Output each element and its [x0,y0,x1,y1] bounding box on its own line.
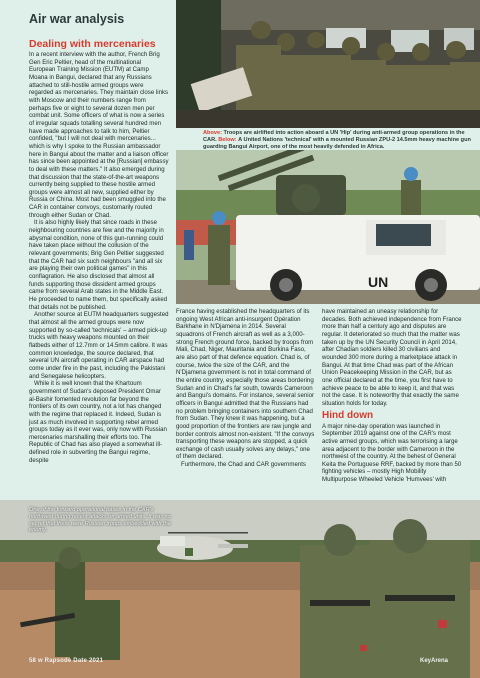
un-technical-image [176,150,480,304]
caption-text-below: A United Nations 'technical' with a mounted Russian ZPU-2 14.5mm heavy machine gun guarding Bangui Airport, one of the most heavily defended in Africa. [203,137,471,150]
paragraph: In a recent interview with the author, French Brig Gen Eric Peltier, head of the multinational European Training Mission (EUTM) at Camp Moana in Bangui, declared that any Russians attached to still-hostile armed groups were regarded as mercenaries. They maintain close links with Moscow and their numbers range from perhaps five or eight to several dozen men per combat unit. Some officers of what is now a series of irregular squads totalling several hundred men have made approaches to talk to him, Peltier confided, "but I will not deal with mercenaries... which is why I spoke to the Russian ambassador here in Bangui about the matter and a liaison officer has since been appointed at the [Russian] embassy to deal with these matters." It also emerged during that discussion that the state-of-the-art weapons currently being supplied to these hostile armed groups were almost all new, supplied either by Russia or China. Most had been smuggled into the CAR in container convoys, customarily routed through either Sudan or Chad. [29,51,169,219]
section-header: Air war analysis [29,12,125,26]
paragraph: France having established the headquarters of its ongoing West African anti-insurgent Opération Barkhane in N'Djamena in 2014. Several squadrons of French aircraft as well as a 3,000-strong French ground force, backed by troops from Mali, Chad, Niger, Mauritania and Burkina Faso, are also part of that defence equation. Chad is, of course, twice the size of the CAR, and the N'Djamena government is not in total command of the entire country, especially those areas bordering Sudan and in Chad's far south, towards Cameroon and Bangui's domains. For instance, several senior officers in Bangui admitted that the Russians had no problem bringing containers into southern Chad from Sudan. They knew it was happening, but a good proportion of the frontiers are raw jungle and border controls almost non-existent. "If the convoys transporting these weapons are stopped, a quick exchange of cash usually solves any delays," one of them declared. [176,308,315,461]
middle-text-column [176,308,316,469]
caption-bottom-photo: One of the forward operational bases in the CAR's northwest during recent attacks on armed units. It was no secret that there were Russian troops embedded with the enemy. [29,507,171,534]
paragraph: Furthermore, the Chad and CAR governments [181,461,306,469]
un-door-label: UN [368,274,389,290]
paragraph: Another source at EUTM headquarters suggested that almost all the armed groups were now supported by so-called 'technicals' – armed pick-up trucks with heavy weapons mounted on their flatbeds either of 12.7mm or 14.5mm calibre. It was common knowledge, the source declared, that several UN aircraft operating in CAR airspace had come under fire in the past, including the Pakistani and Senegalese helicopters. [29,311,169,380]
caption-label-below: Below: [218,137,237,143]
left-text-column [29,38,169,464]
footer-page-info: 58 w Rapsode Date 2021 [29,658,104,664]
caption-text-above: Troops are airlifted into action aboard a UN 'Hip' during anti-armed group operations in the CAR. [203,130,465,143]
photo-troops-in-helicopter [176,0,480,128]
photo-un-technical [176,150,480,304]
right-text-column [322,308,462,484]
helicopter-interior-image [176,0,480,128]
paragraph: A major nine-day operation was launched in September 2019 against one of the CAR's most active armed groups, which was terrorising a large area adjacent to the border with Cameroon in the northwest of the country. At the behest of General Keita the Portuguese RRF, backed by more than 50 fighting vehicles – mostly High Mobility Multipurpose Wheeled Vehicle 'Humvees' with [322,422,462,484]
footer-publisher: KeyArena [420,658,449,664]
paragraph: While it is well known that the Khartoum government of Sudan's deposed President Omar al-Bashir fomented revolution far beyond the frontiers of its own country, not a lot has changed with the regime that replaced it. Indeed, Sudan is just as much involved in supporting rebel armed groups today as it ever was, only now with Russian mercenaries marshalling their efforts too. The Republic of Chad has also played a somewhat ill-defined role in subverting the Bangui regime, despite [29,380,167,464]
heading-dealing-with-mercenaries: Dealing with mercenaries [29,38,156,50]
paragraph: have maintained an uneasy relationship for decades. Both achieved independence from France more than half a century ago and disputes are regular. It deteriorated so much that the matter was taken up by the UN Security Council in April 2014, after Chadian soldiers killed 30 civilians and wounded 300 more during a marketplace attack in Bangui. At that time Chad was part of the African Union Peacekeeping Mission in the CAR, but as one official declared at the time, you first have to achieve peace to be able to keep it, and that was not the case. It is noteworthy that exactly the same situation holds for today. [322,308,462,407]
paragraph: It is also highly likely that since roads in these neighbouring countries are few and the majority in abysmal condition, none of this gun-running could have taken place without the collusion of the relevant governments; Brig Gen Peltier suggested that the CAR had six such neighbours "and all six are playing their own political games" in this conflagration. He also disclosed that almost all funds supporting those dissident armed groups came from several Arab states in the Middle East. He proceeded to name them, but specifically asked that details not be published. [29,219,168,311]
caption-label-above: Above: [203,130,222,136]
heading-hind-down: Hind down [322,409,374,421]
caption-top-photo [203,130,471,151]
